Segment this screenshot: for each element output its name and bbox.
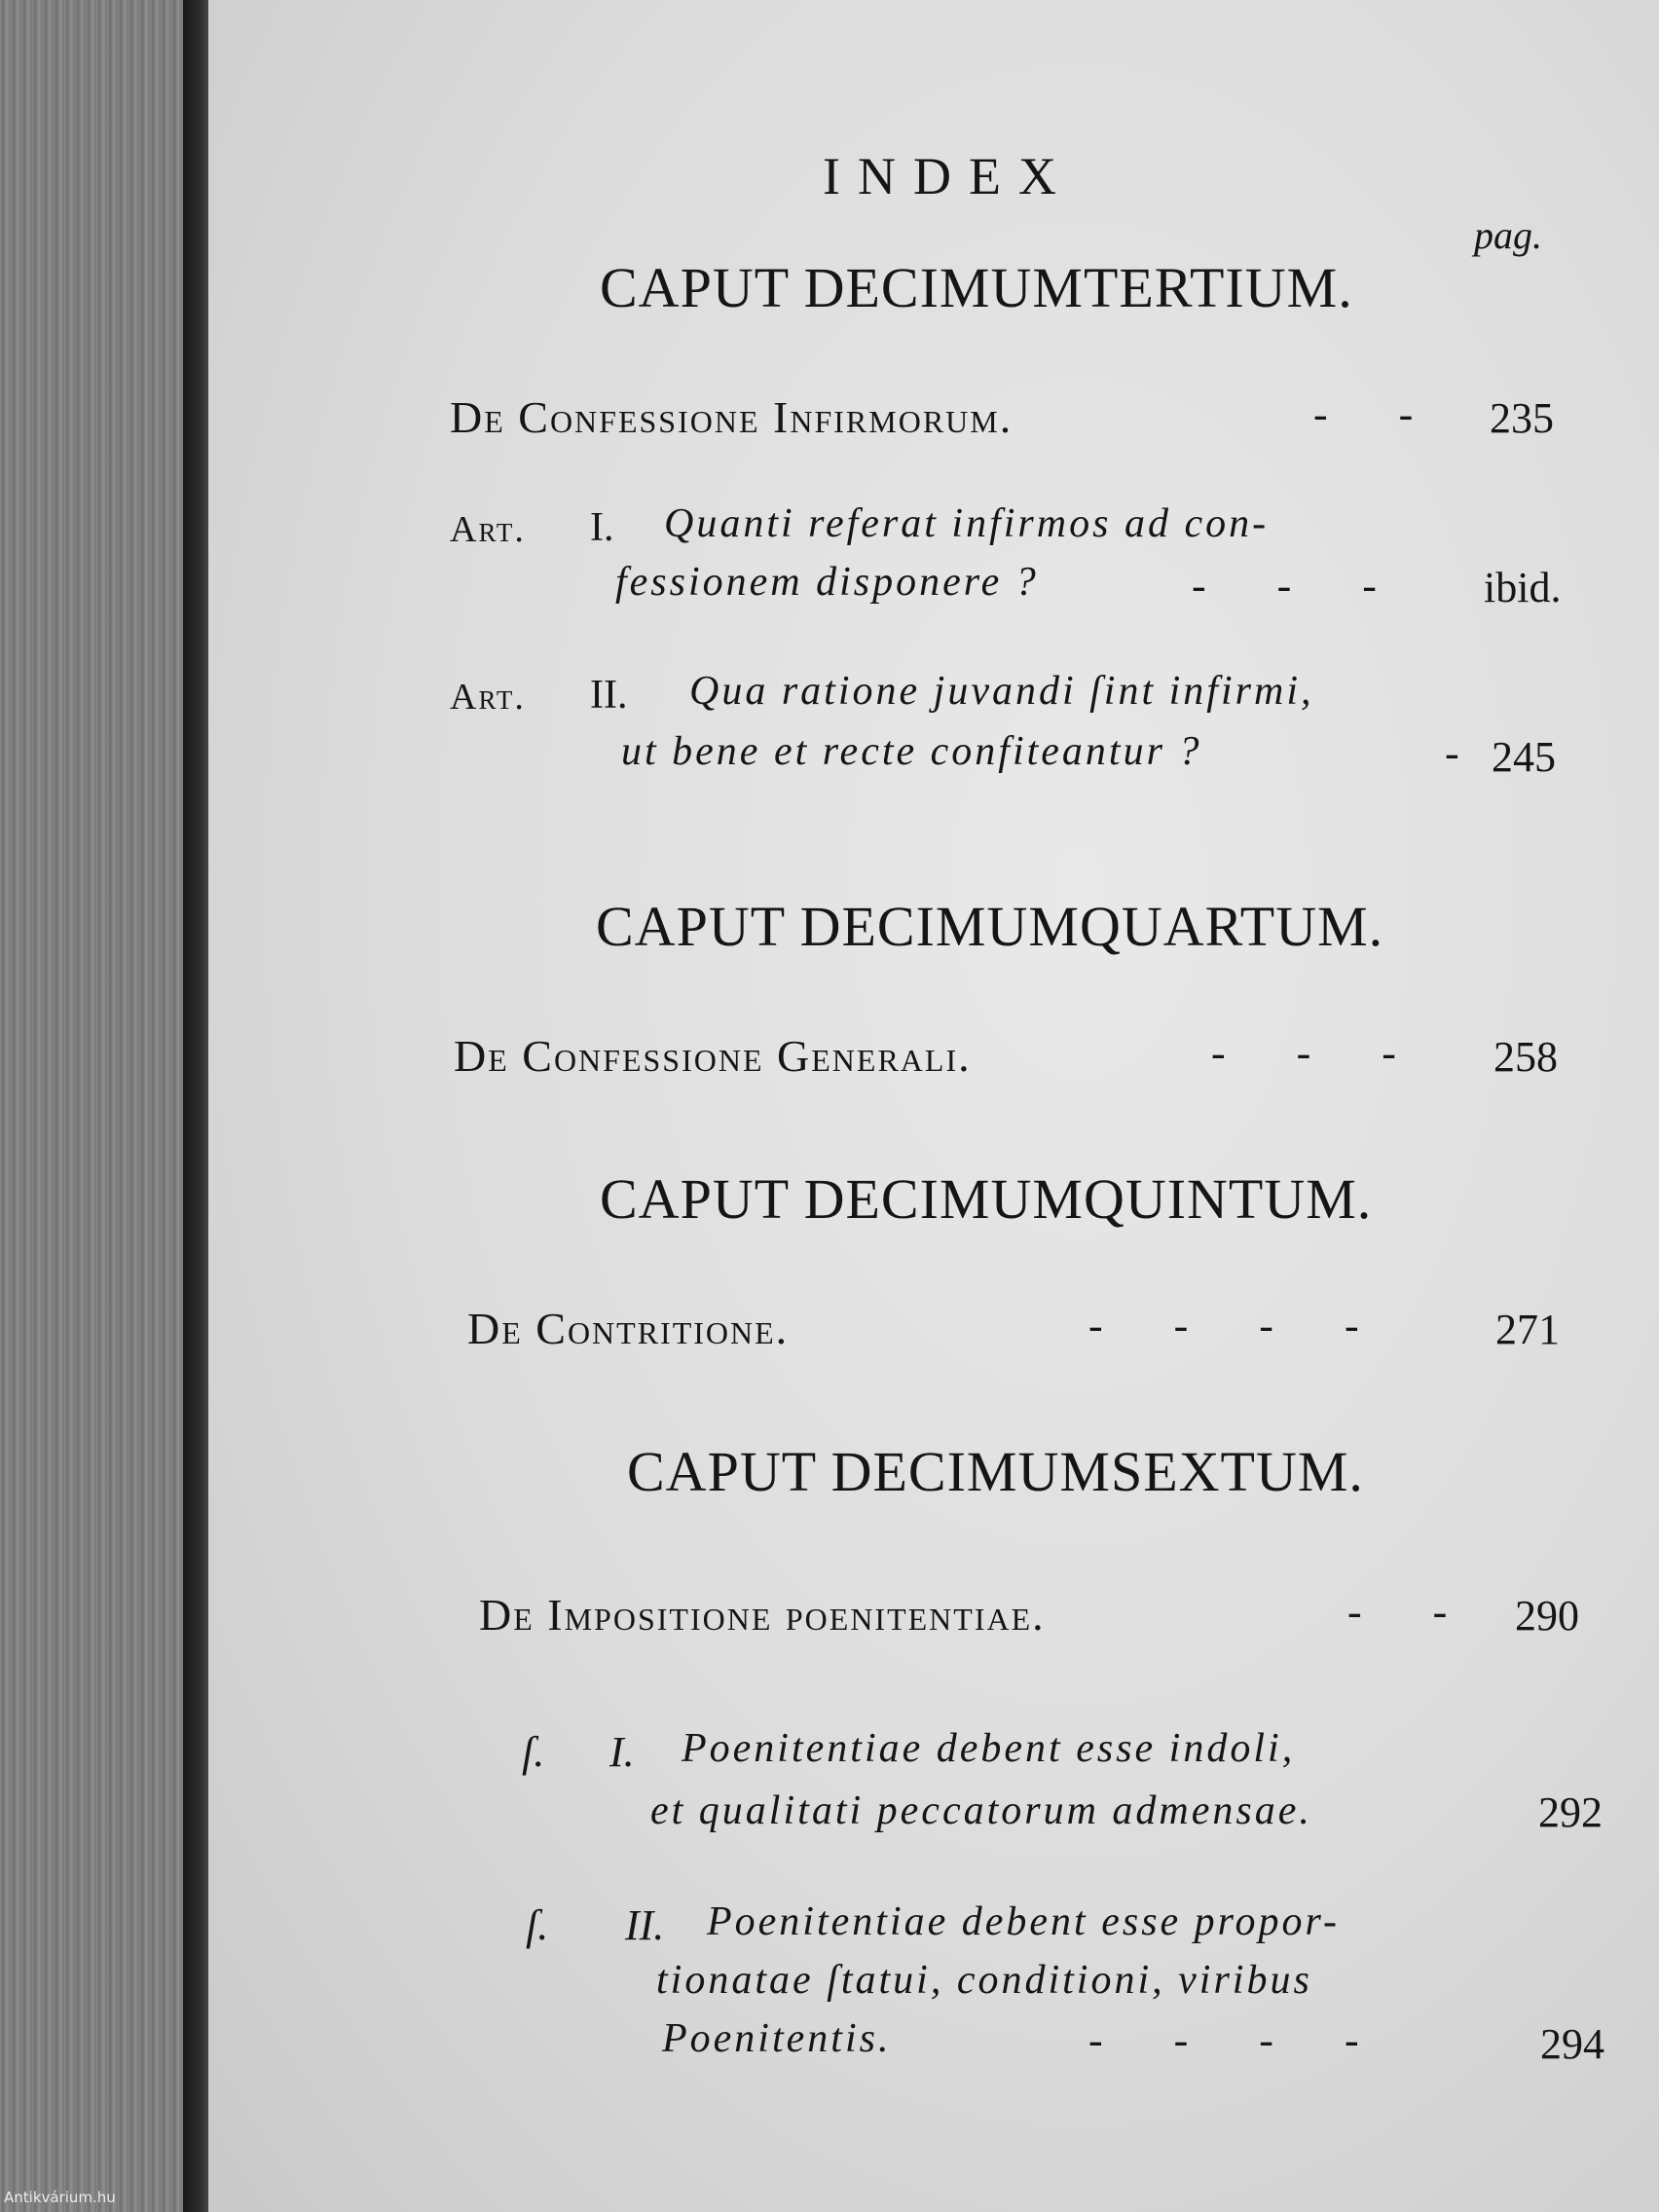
- leader-dashes: - -: [1347, 1588, 1450, 1636]
- chapter-heading: CAPUT DECIMUMQUARTUM.: [596, 895, 1384, 958]
- section-symbol: ſ.: [522, 1728, 545, 1776]
- watermark-logo: Antikvárium.hu: [4, 2189, 116, 2206]
- page-number: 292: [1538, 1788, 1603, 1836]
- page-number: 235: [1490, 394, 1554, 442]
- leader-dashes: - -: [1313, 390, 1416, 438]
- chapter-heading: CAPUT DECIMUMTERTIUM.: [600, 256, 1353, 319]
- section-symbol: ſ.: [526, 1901, 549, 1949]
- leader-dashes: - - - -: [1088, 2016, 1361, 2064]
- section-text-line: Poenitentis.: [662, 2016, 892, 2061]
- article-text-line: Quanti referat infirmos ad con-: [664, 501, 1270, 546]
- article-number: I.: [590, 505, 614, 550]
- leader-dashes: - - -: [1211, 1029, 1398, 1077]
- chapter-heading: CAPUT DECIMUMSEXTUM.: [627, 1440, 1364, 1503]
- article-number: II.: [590, 673, 628, 718]
- page-number: 245: [1492, 733, 1556, 781]
- article-label: Art.: [450, 677, 526, 718]
- leader-dashes: - - -: [1192, 562, 1379, 609]
- entry-title: De Confessione Generali.: [454, 1031, 972, 1081]
- section-text-line: Poenitentiae debent esse propor-: [707, 1899, 1340, 1944]
- article-label: Art.: [450, 509, 526, 550]
- page-column-label: pag.: [1474, 213, 1542, 257]
- entry-title: De Impositione poenitentiae.: [479, 1590, 1046, 1640]
- section-number: I.: [609, 1728, 635, 1776]
- section-text-line: et qualitati peccatorum admensae.: [650, 1788, 1312, 1833]
- leader-dashes: - - - -: [1088, 1302, 1361, 1349]
- section-text-line: Poenitentiae debent esse indoli,: [682, 1726, 1296, 1771]
- article-text-line: ut bene et recte confiteantur ?: [621, 729, 1202, 774]
- book-page: [208, 0, 1659, 2212]
- article-text-line: fessionem disponere ?: [615, 560, 1039, 605]
- article-text-line: Qua ratione juvandi ſint infirmi,: [689, 669, 1314, 714]
- page-title: INDEX: [823, 147, 1074, 205]
- page-number: 290: [1515, 1592, 1579, 1640]
- page-number: 258: [1493, 1033, 1558, 1081]
- section-text-line: tionatae ſtatui, conditioni, viribus: [656, 1958, 1312, 2003]
- chapter-heading: CAPUT DECIMUMQUINTUM.: [600, 1167, 1373, 1231]
- entry-title: De Contritione.: [467, 1304, 790, 1353]
- page-number: ibid.: [1484, 564, 1562, 611]
- page-number: 294: [1540, 2020, 1604, 2068]
- leader-dashes: -: [1445, 729, 1461, 777]
- background-surface: [0, 0, 185, 2212]
- page-number: 271: [1495, 1306, 1560, 1353]
- section-number: II.: [625, 1901, 665, 1949]
- book-spine-shadow: [183, 0, 210, 2212]
- entry-title: De Confessione Infirmorum.: [450, 392, 1014, 442]
